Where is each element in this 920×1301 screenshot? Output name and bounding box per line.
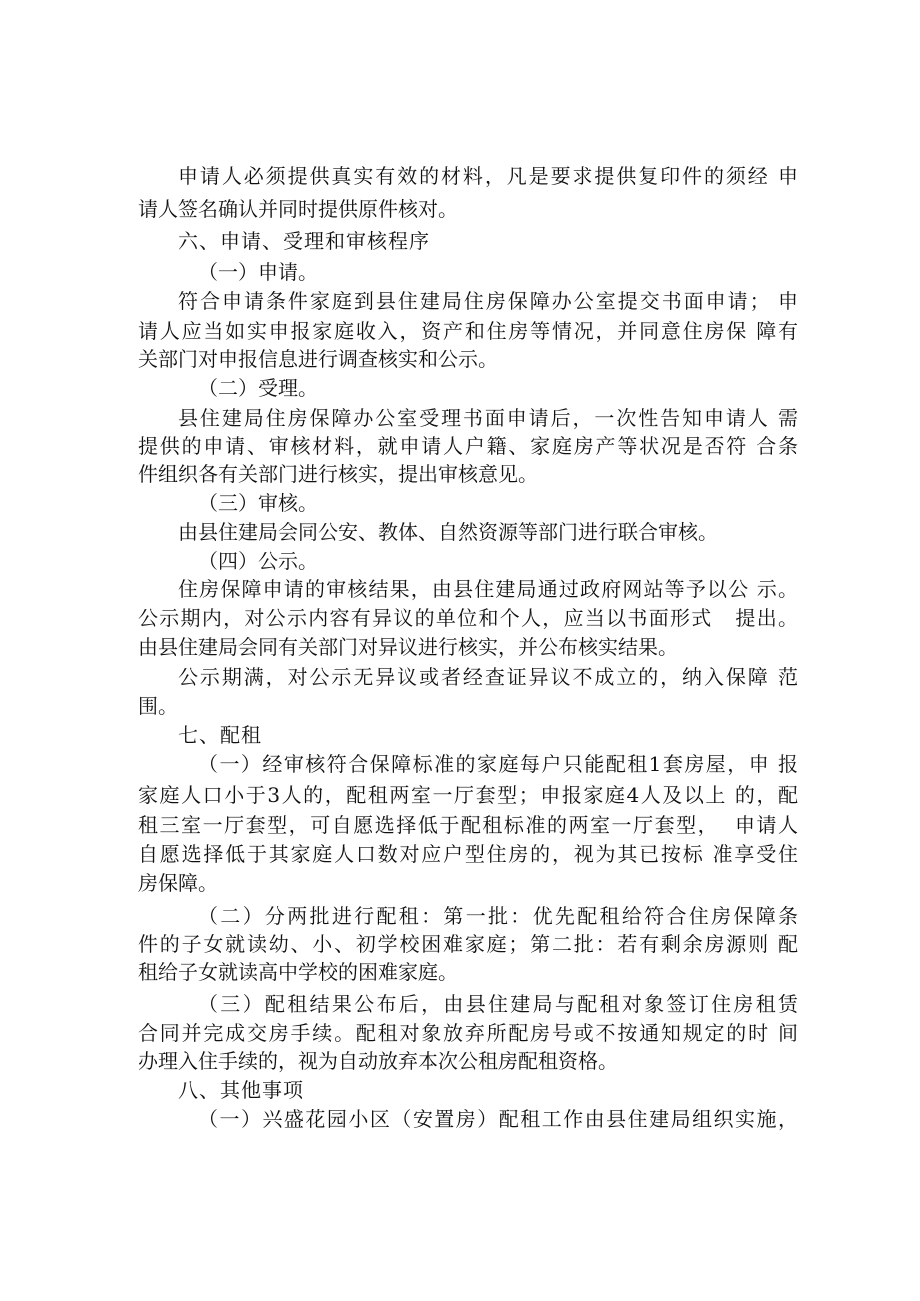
paragraph-line: 由县住建局会同公安、教体、自然资源等部门进行联合审核。 [178,520,718,544]
paragraph-line: 符合申请条件家庭到县住建局住房保障办公室提交书面申请； 申 [178,289,798,313]
paragraph-line: 请人签名确认并同时提供原件核对。 [138,197,458,221]
paragraph-line: 公示期内，对公示内容有异议的单位和个人，应当以书面形式 提出。 [138,606,798,630]
subsection-heading: （一）申请。 [198,260,318,284]
paragraph-line: （二）分两批进行配租：第一批：优先配租给符合住房保障条 [198,904,798,928]
section-heading-7: 七、配租 [178,723,262,747]
subsection-heading: （三）审核。 [198,491,318,515]
subsection-heading: （四）公示。 [198,549,318,573]
paragraph-line: 县住建局住房保障办公室受理书面申请后，一次性告知申请人 需 [178,406,798,430]
subsection-heading: （二）受理。 [198,376,318,400]
paragraph-line: 办理入住手续的，视为自动放弃本次公租房配租资格。 [138,1049,618,1073]
paragraph-line: （三）配租结果公布后，由县住建局与配租对象签订住房租赁 [198,992,798,1016]
paragraph-line: 住房保障申请的审核结果，由县住建局通过政府网站等予以公 示。 [178,577,798,601]
section-heading-6: 六、申请、受理和审核程序 [178,229,430,253]
section-heading-8: 八、其他事项 [178,1078,304,1102]
paragraph-line: 自愿选择低于其家庭人口数对应户型住房的，视为其已按标 准享受住 [138,842,798,866]
paragraph-line: 家庭人口小于3人的，配租两室一厅套型；申报家庭4人及以上 的，配 [138,783,798,807]
paragraph-line: 提供的申请、审核材料，就申请人户籍、家庭房产等状况是否符 合条 [138,434,798,458]
paragraph-line: 租给子女就读高中学校的困难家庭。 [138,960,458,984]
paragraph-line: 公示期满，对公示无异议或者经查证异议不成立的，纳入保障 范 [178,665,798,689]
paragraph-line: 房保障。 [138,871,218,895]
paragraph-line: 合同并完成交房手续。配租对象放弃所配房号或不按通知规定的时 间 [138,1021,798,1045]
paragraph-line: 件的子女就读幼、小、初学校困难家庭；第二批：若有剩余房源则 配 [138,932,798,956]
paragraph-line: 关部门对申报信息进行调查核实和公示。 [138,347,498,371]
paragraph-line: （一）兴盛花园小区（安置房）配租工作由县住建局组织实施， [198,1107,798,1131]
paragraph-line: 请人应当如实申报家庭收入，资产和住房等情况，并同意住房保 障有 [138,319,798,343]
paragraph-line: 租三室一厅套型，可自愿选择低于配租标准的两室一厅套型， 申请人 [138,813,798,837]
paragraph-line: 由县住建局会同有关部门对异议进行核实，并公布核实结果。 [138,635,678,659]
paragraph-line: （一）经审核符合保障标准的家庭每户只能配租1套房屋，申 报 [198,752,798,776]
paragraph-line: 围。 [138,694,178,718]
paragraph-line: 申请人必须提供真实有效的材料，凡是要求提供复印件的须经 申 [178,164,798,188]
paragraph-line: 件组织各有关部门进行核实，提出审核意见。 [138,462,538,486]
